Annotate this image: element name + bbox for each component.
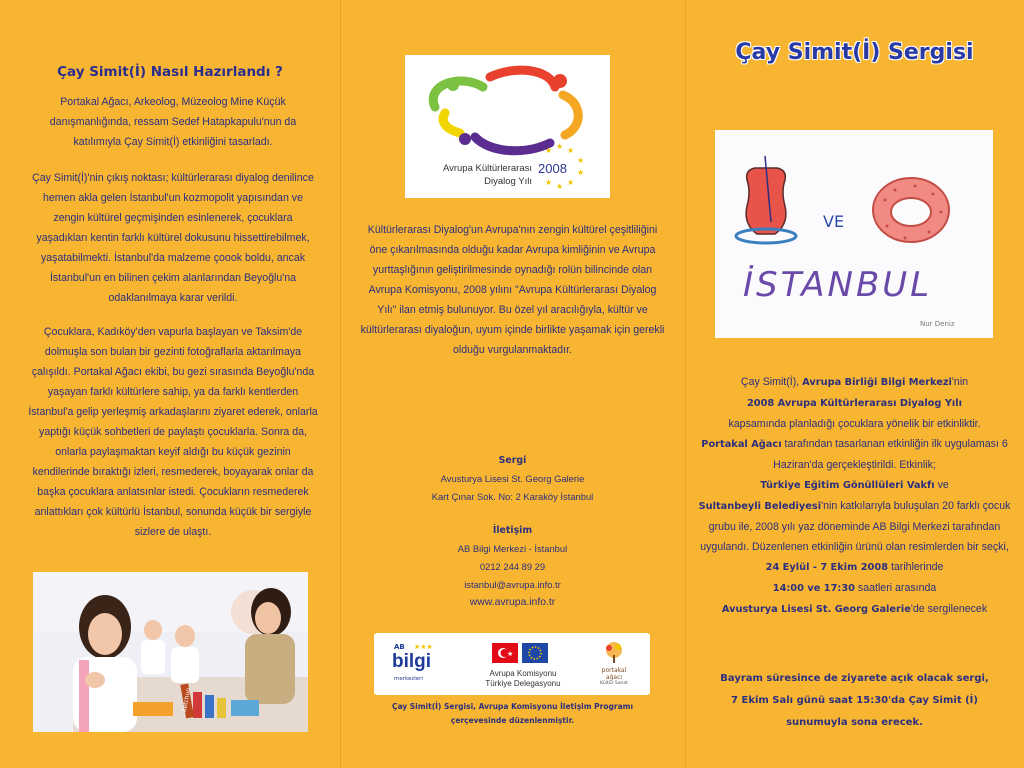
drawing-istanbul-text: İSTANBUL	[743, 265, 933, 305]
text-segment: tarihlerinde	[888, 561, 944, 573]
text-segment: 'nin katkılarıyla buluşulan 20 farklı çocuk grubu ile, 2008 yılı yaz döneminde AB Bilgi Merkezi tarafından uygulandı. Düzenlenen etkinliğin ürünü olan resimlerden bir seçki,	[700, 500, 1011, 553]
children-drawing	[715, 130, 993, 338]
exhibition-title: Çay Simit(İ) Sergisi	[735, 40, 974, 65]
sergi-address-line1: Avusturya Lisesi St. Georg Galerie	[440, 473, 585, 484]
svg-text:★: ★	[545, 146, 553, 155]
partner-logos	[374, 633, 650, 695]
contact-website-link[interactable]: www.avrupa.info.tr	[469, 597, 556, 608]
tree-icon	[599, 641, 629, 663]
text-segment-bold: Portakal Ağacı	[701, 439, 782, 450]
left-paragraph-2: Çay Simit(İ)'nin çıkış noktası; kültürlerarası diyalog denilince hemen akla gelen İstanbul'un kozmopolit yapısından ve zengin kültürel geçmişinden esinlenerek, çocuklara yaşadıkları kentin farklı kültürel dokusunu hissettirebilmek, yaşatabilmekti. İstanbul'da malzeme çoook boldu, ancak İstanbul'un en bilinen çekim alanlarından Beyoğlu'na odaklanılmaya karar verildi.	[32, 172, 314, 304]
portakal-text: portakal	[601, 667, 627, 674]
svg-text:★: ★	[556, 142, 564, 151]
text-segment-bold: Sultanbeyli Belediyesi	[698, 501, 822, 512]
text-segment-bold: Türkiye Eğitim Gönüllüleri Vakfı	[760, 480, 935, 491]
commission-logo	[492, 643, 548, 669]
bilgi-text: bilgi	[392, 651, 432, 672]
text-segment-bold: Avusturya Lisesi St. Georg Galerie	[721, 604, 911, 615]
text-segment-bold: 14:00 ve 17:30	[772, 583, 855, 594]
logo-text-line2: Diyalog Yılı	[484, 176, 532, 187]
contact-info	[360, 452, 665, 612]
text-segment-bold: 2008 Avrupa Kültürlerarası Diyalog Yılı	[746, 398, 963, 409]
text-segment: 'de sergilenecek	[910, 603, 988, 615]
contact-email[interactable]: istanbul@avrupa.info.tr	[464, 579, 561, 590]
contact-office: AB Bilgi Merkezi - İstanbul	[457, 543, 568, 554]
merkezleri-text: merkezleri	[394, 676, 423, 682]
middle-panel	[340, 0, 685, 768]
svg-text:★: ★	[567, 178, 575, 187]
commission-text-line2: Türkiye Delegasyonu	[485, 679, 561, 688]
stars-icon: ★★★	[414, 643, 433, 651]
left-paragraph-3: Çocuklara, Kadıköy'den vapurla başlayan ve Taksim'de dolmuşla son bulan bir gezinti fotoğraflarla aktarılmaya çalışıldı. Portakal Ağacı ekibi, bu gezi sırasında Beyoğlu'nda yaşayan farklı kültürlere sahip, ya da farklı kentlerden İstanbul'a gelip yerleşmiş arkadaşlarını ziyaret ederek, onlarla yaptığı küçük sohbetleri de paylaştı çocuklarla. Sonra da, onlarla paylaşmaktan keyif aldığı bu küçük gezinin kendilerinde bıraktığı izleri, resmederek, boyayarak onlar da başka çocuklara anlatsınlar istedi. Çocukların resmederek anlattıkları çok kültürlü İstanbul, sonunda küçük bir sergiyle sizlere de ulaştı.	[28, 326, 318, 538]
ketchup-label: ketchup	[181, 687, 193, 713]
svg-text:★: ★	[545, 178, 553, 187]
kultur-sanat-text: Kültür Sanat	[600, 681, 628, 686]
commission-text-line1: Avrupa Komisyonu	[489, 669, 557, 678]
footer-line2: çerçevesinde düzenlenmiştir.	[450, 716, 575, 725]
text-segment: tarafından tasarlanan etkinliğin ilk uygulaması 6 Haziran'da gerçekleştirildi. Etkinlik;	[773, 438, 1008, 471]
logo-text-line1: Avrupa Kültürlerarası	[442, 163, 532, 174]
left-paragraph-1: Portakal Ağacı, Arkeolog, Müzeolog Mine Küçük danışmanlığında, ressam Sedef Hatapkapulu'nun da katılımıyla Çay Simit(İ) etkinliğini tasarladı.	[49, 96, 297, 148]
intercultural-dialogue-logo	[405, 55, 610, 198]
logo-year: 2008	[538, 161, 567, 176]
left-panel	[0, 0, 340, 768]
closing-line-2: 7 Ekim Salı günü saat 15:30'da Çay Simit (İ)	[731, 695, 978, 706]
photo-illustration	[33, 572, 308, 732]
text-segment: saatleri arasında	[854, 582, 937, 594]
right-paragraph	[693, 372, 1016, 620]
drawing-signature: Nur Deniz	[920, 320, 955, 328]
footer-line1: Çay Simit(İ) Sergisi, Avrupa Komisyonu İletişim Programı	[391, 702, 634, 711]
text-segment: 'nin	[951, 376, 969, 388]
middle-footer	[360, 700, 665, 728]
middle-paragraph: Kültürlerarası Diyalog'un Avrupa'nın zengin kültürel çeşitliliğini öne çıkarılmasında olduğu kadar Avrupa kimliğinin ve Avrupa yurttaşlığının geliştirilmesinde oynadığı rolün bilincinde olan Avrupa Komisyonu, 2008 yılını "Avrupa Kültürlerarası Diyalog Yılı" ilan etmiş bulunuyor. Bu özel yıl aracılığıyla, kültür ve kültürlerarası diyaloğun, uyum içinde birlikte yaşamak için gerekli olduğu vurgulanmaktadır.	[360, 224, 665, 356]
contact-phone: 0212 244 89 29	[479, 561, 546, 572]
sergi-address-line2: Kart Çınar Sok. No: 2 Karaköy İstanbul	[431, 491, 594, 502]
tea-and-simit-drawing	[715, 130, 993, 338]
ab-bilgi-logo	[394, 643, 442, 689]
text-segment: Çay Simit(İ),	[740, 376, 803, 388]
ab-text: AB	[394, 643, 405, 651]
text-segment: ve	[934, 479, 949, 491]
agaci-text: ağacı	[605, 674, 623, 681]
svg-text:★: ★	[567, 146, 575, 155]
closing-line-3: sunumuyla sona erecek.	[786, 717, 923, 728]
text-segment: kapsamında planladığı çocuklara yönelik bir etkinliktir.	[728, 418, 981, 430]
text-segment-bold: Avrupa Birliği Bilgi Merkezi	[802, 377, 952, 388]
contact-heading: İletişim	[492, 525, 533, 536]
svg-text:★: ★	[577, 156, 585, 165]
right-panel	[685, 0, 1024, 768]
svg-text:★: ★	[577, 168, 585, 177]
drawing-ve-text: VE	[823, 212, 845, 231]
portakal-agaci-logo	[586, 641, 642, 687]
sergi-heading: Sergi	[498, 455, 527, 466]
closing-announcement	[693, 668, 1016, 734]
svg-text:★: ★	[507, 650, 514, 658]
children-painting-photo	[33, 572, 308, 732]
left-title: Çay Simit(İ) Nasıl Hazırlandı ?	[57, 64, 283, 80]
svg-text:★: ★	[556, 182, 564, 191]
closing-line-1: Bayram süresince de ziyarete açık olacak sergi,	[720, 673, 989, 684]
text-segment-bold: 24 Eylül - 7 Ekim 2008	[765, 562, 889, 573]
flags-icon	[492, 643, 548, 665]
